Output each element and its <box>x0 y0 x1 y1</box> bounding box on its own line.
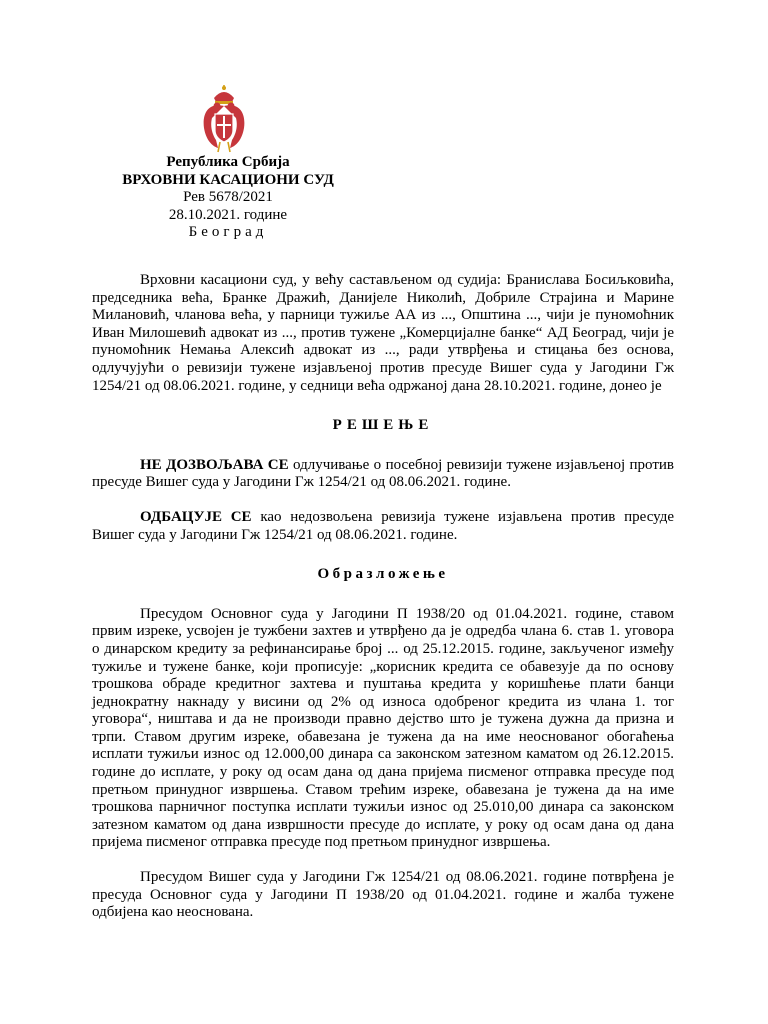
country-name: Република Србија <box>166 154 290 170</box>
city-name: Београд <box>188 224 268 240</box>
reasoning-paragraph-1: Пресудом Основног суда у Јагодини П 1938/20 од 01.04.2021. године, ставом првим изреке, усвојен је тужбени захтев и утврђено да је одредба члана 6. став 1. уговора о динарском кредиту за рефинансирање број ... од 25.12.2015. године, закљученог између тужиље и тужене банке, који прописује: „корисник кредита се обавезује да по основу трошкова обраде кредитног захтева и пуштања кредита у коришћење плати банци једнократну накнаду у висини од 2% од износа одобреног кредита из члана 1. тог уговора“, ништава и да не производи правно дејство што је тужена дужна да призна и трпи. Ставом другим изреке, обавезана је тужена да на име неоснованог обогаћења исплати тужиљи износ од 12.000,00 динара са законском затезном каматом од 26.12.2015. године до исплате, у року од осам дана од дана пријема писменог отправка пресуде под претњом принудног извршења. Ставом трећим изреке, обавезана је тужена да на име трошкова парничног поступка исплати тужиљи износ од 25.010,00 динара са законском затезном каматом од дана извршности пресуде до исплате, у року од осам дана од дана пријема писменог отправка пресуде под претњом принудног извршења. <box>92 605 674 851</box>
reasoning-title: Образложење <box>317 566 449 583</box>
document-body <box>92 272 674 922</box>
court-name: ВРХОВНИ КАСАЦИОНИ СУД <box>122 171 334 188</box>
reasoning-paragraph-2: Пресудом Вишег суда у Јагодини Гж 1254/21 од 08.06.2021. године потврђена је пресуда Основног суда у Јагодини П 1938/20 од 01.04.2021. године и жалба тужене одбијена као неоснована. <box>92 869 674 921</box>
ruling-2-bold: ОДБАЦУЈЕ СЕ <box>140 508 252 525</box>
decision-title: РЕШЕЊЕ <box>332 417 434 434</box>
ruling-1-bold: НЕ ДОЗВОЉАВА СЕ <box>140 456 289 473</box>
intro-paragraph: Врховни касациони суд, у већу састављеном од судија: Бранислава Босиљковића, председника већа, Бранке Дражић, Данијеле Николић, Добриле Страјина и Марине Милановић, чланова већа, у парници тужиље АА из ..., Општина ..., чији је пуномоћник Иван Милошевић адвокат из ..., против тужене „Комерцијалне банке“ АД Београд, чији је пуномоћник Немања Алексић адвокат из ..., ради утврђења и стицања без основа, одлучујући о ревизији тужене изјављеној против пресуде Вишег суда у Јагодини Гж 1254/21 од 08.06.2021. године, у седници већа одржаној дана 28.10.2021. године, донео је <box>92 272 674 394</box>
ruling-1-text: одлучивање о посебној ревизији тужене изјављеној против пресуде Вишег суда у Јагодини Гж 1254/21 од 08.06.2021. године. <box>92 456 675 491</box>
ruling-paragraph-2 <box>92 509 674 544</box>
serbia-coat-of-arms-icon <box>198 84 250 154</box>
ruling-2-text: као недозвољена ревизија тужене изјављена против пресуде Вишег суда у Јагодини Гж 1254/21 од 08.06.2021. године. <box>92 508 674 543</box>
ruling-paragraph-1 <box>92 457 674 492</box>
case-number: Рев 5678/2021 <box>183 189 273 205</box>
decision-date: 28.10.2021. године <box>168 206 288 223</box>
court-header <box>90 154 366 242</box>
